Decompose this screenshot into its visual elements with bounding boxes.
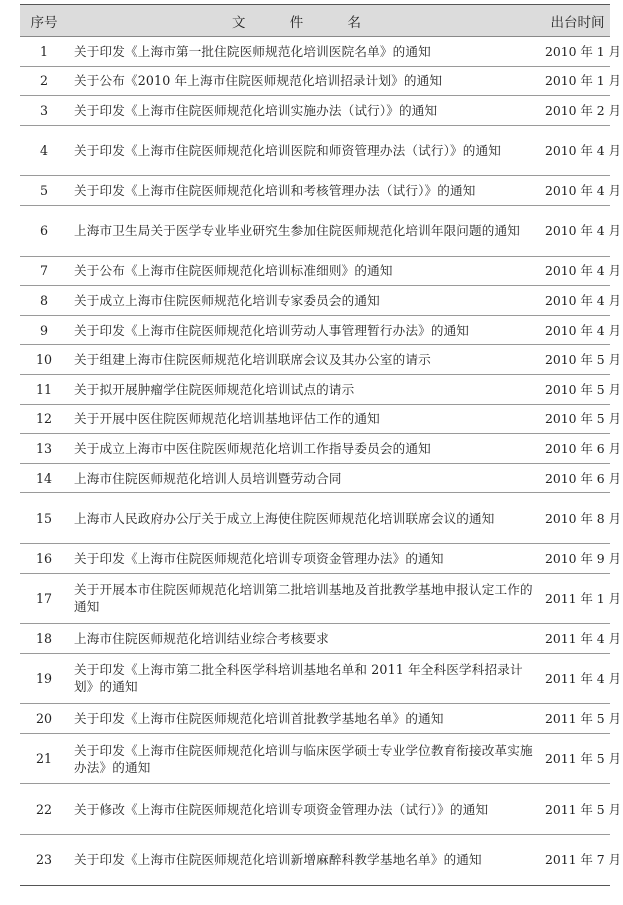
row-serial-number: 8 — [20, 286, 68, 316]
row-file-name: 关于公布《2010 年上海市住院医师规范化培训招录计划》的通知 — [68, 66, 545, 96]
row-file-name: 关于印发《上海市住院医师规范化培训和考核管理办法（试行）》的通知 — [68, 176, 545, 206]
row-serial-number: 7 — [20, 256, 68, 286]
row-issue-date: 2010 年 5 月 — [545, 374, 610, 404]
row-file-name: 关于印发《上海市住院医师规范化培训新增麻醉科教学基地名单》的通知 — [68, 835, 545, 886]
row-issue-date: 2011 年 5 月 — [545, 704, 610, 734]
table-row — [20, 404, 610, 434]
row-file-name: 上海市人民政府办公厅关于成立上海使住院医师规范化培训联席会议的通知 — [68, 493, 545, 544]
row-file-name: 关于印发《上海市住院医师规范化培训与临床医学硕士专业学位教育衔接改革实施办法》的通知 — [68, 733, 545, 784]
row-issue-date: 2011 年 5 月 — [545, 784, 610, 835]
row-serial-number: 6 — [20, 205, 68, 256]
table-row — [20, 653, 610, 704]
row-issue-date: 2010 年 1 月 — [545, 37, 610, 67]
table-row — [20, 624, 610, 654]
row-serial-number: 9 — [20, 315, 68, 345]
row-file-name: 上海市住院医师规范化培训人员培训暨劳动合同 — [68, 463, 545, 493]
row-file-name: 关于印发《上海市住院医师规范化培训医院和师资管理办法（试行）》的通知 — [68, 125, 545, 176]
row-issue-date: 2010 年 2 月 — [545, 96, 610, 126]
header-issue-date: 出台时间 — [545, 5, 610, 37]
row-serial-number: 13 — [20, 434, 68, 464]
row-issue-date: 2010 年 4 月 — [545, 125, 610, 176]
row-file-name: 关于印发《上海市住院医师规范化培训劳动人事管理暂行办法》的通知 — [68, 315, 545, 345]
row-file-name: 关于组建上海市住院医师规范化培训联席会议及其办公室的请示 — [68, 345, 545, 375]
row-issue-date: 2010 年 4 月 — [545, 256, 610, 286]
row-file-name: 关于印发《上海市第一批住院医师规范化培训医院名单》的通知 — [68, 37, 545, 67]
row-issue-date: 2011 年 7 月 — [545, 835, 610, 886]
table-row — [20, 784, 610, 835]
header-row — [20, 5, 610, 37]
table-row — [20, 96, 610, 126]
table-row — [20, 66, 610, 96]
row-serial-number: 14 — [20, 463, 68, 493]
row-serial-number: 22 — [20, 784, 68, 835]
table-body — [20, 37, 622, 886]
row-file-name: 上海市卫生局关于医学专业毕业研究生参加住院医师规范化培训年限问题的通知 — [68, 205, 545, 256]
row-file-name: 上海市住院医师规范化培训结业综合考核要求 — [68, 624, 545, 654]
row-file-name: 关于印发《上海市住院医师规范化培训首批教学基地名单》的通知 — [68, 704, 545, 734]
row-issue-date: 2011 年 4 月 — [545, 624, 610, 654]
row-issue-date: 2010 年 4 月 — [545, 205, 610, 256]
row-issue-date: 2010 年 5 月 — [545, 404, 610, 434]
row-issue-date: 2011 年 1 月 — [545, 573, 610, 624]
row-issue-date: 2010 年 8 月 — [545, 493, 610, 544]
table-row — [20, 463, 610, 493]
row-serial-number: 5 — [20, 176, 68, 206]
row-issue-date: 2011 年 4 月 — [545, 653, 610, 704]
row-serial-number: 10 — [20, 345, 68, 375]
table-row — [20, 37, 610, 67]
policy-documents-table — [20, 4, 622, 886]
table-row — [20, 256, 610, 286]
row-issue-date: 2010 年 6 月 — [545, 463, 610, 493]
row-serial-number: 4 — [20, 125, 68, 176]
row-serial-number: 1 — [20, 37, 68, 67]
table-row — [20, 733, 610, 784]
row-issue-date: 2011 年 5 月 — [545, 733, 610, 784]
table-row — [20, 835, 610, 886]
header-file-name — [68, 5, 545, 37]
row-file-name: 关于印发《上海市第二批全科医学科培训基地名单和 2011 年全科医学科招录计划》的通知 — [68, 653, 545, 704]
row-file-name: 关于成立上海市住院医师规范化培训专家委员会的通知 — [68, 286, 545, 316]
row-serial-number: 16 — [20, 543, 68, 573]
row-file-name: 关于开展中医住院医师规范化培训基地评估工作的通知 — [68, 404, 545, 434]
table-row — [20, 125, 610, 176]
row-issue-date: 2010 年 5 月 — [545, 345, 610, 375]
table-row — [20, 543, 610, 573]
row-issue-date: 2010 年 6 月 — [545, 434, 610, 464]
table-row — [20, 345, 610, 375]
table-row — [20, 176, 610, 206]
table-row — [20, 704, 610, 734]
row-file-name: 关于修改《上海市住院医师规范化培训专项资金管理办法（试行）》的通知 — [68, 784, 545, 835]
row-serial-number: 11 — [20, 374, 68, 404]
row-file-name: 关于拟开展肿瘤学住院医师规范化培训试点的请示 — [68, 374, 545, 404]
row-issue-date: 2010 年 9 月 — [545, 543, 610, 573]
row-file-name: 关于印发《上海市住院医师规范化培训专项资金管理办法》的通知 — [68, 543, 545, 573]
header-serial-number: 序号 — [20, 5, 68, 37]
table-row — [20, 573, 610, 624]
table-row — [20, 286, 610, 316]
row-issue-date: 2010 年 4 月 — [545, 286, 610, 316]
row-file-name: 关于开展本市住院医师规范化培训第二批培训基地及首批教学基地申报认定工作的通知 — [68, 573, 545, 624]
table-row — [20, 374, 610, 404]
row-serial-number: 20 — [20, 704, 68, 734]
table-row — [20, 434, 610, 464]
row-serial-number: 17 — [20, 573, 68, 624]
row-issue-date: 2010 年 4 月 — [545, 176, 610, 206]
row-file-name: 关于成立上海市中医住院医师规范化培训工作指导委员会的通知 — [68, 434, 545, 464]
row-serial-number: 18 — [20, 624, 68, 654]
row-issue-date: 2010 年 1 月 — [545, 66, 610, 96]
table-header — [20, 5, 610, 37]
header-file-name-label: 文 件 名 — [231, 14, 382, 31]
row-serial-number: 19 — [20, 653, 68, 704]
table-row — [20, 493, 610, 544]
row-file-name: 关于公布《上海市住院医师规范化培训标准细则》的通知 — [68, 256, 545, 286]
table-row — [20, 315, 610, 345]
row-serial-number: 15 — [20, 493, 68, 544]
row-serial-number: 2 — [20, 66, 68, 96]
table-row — [20, 205, 610, 256]
row-issue-date: 2010 年 4 月 — [545, 315, 610, 345]
row-serial-number: 21 — [20, 733, 68, 784]
row-serial-number: 3 — [20, 96, 68, 126]
row-file-name: 关于印发《上海市住院医师规范化培训实施办法（试行）》的通知 — [68, 96, 545, 126]
row-serial-number: 23 — [20, 835, 68, 886]
row-serial-number: 12 — [20, 404, 68, 434]
